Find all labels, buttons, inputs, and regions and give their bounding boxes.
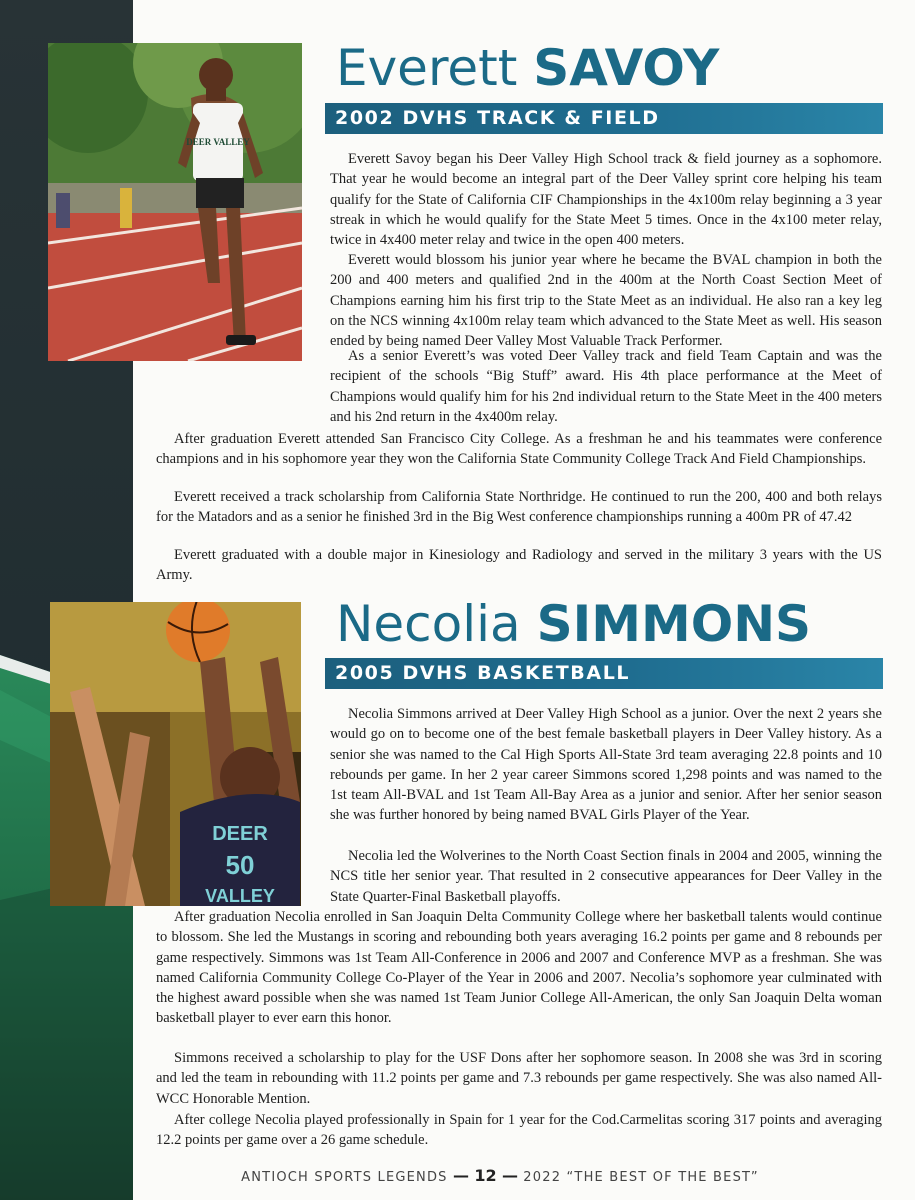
bio-paragraph: Everett graduated with a double major in Kinesiology and Radiology and served in the military 3 years with the US Army. (156, 547, 882, 584)
basketball-player-photo (50, 602, 301, 906)
bio-paragraph: After graduation Necolia enrolled in San Joaquin Delta Community College where her basketball talents would continue to blossom. She led the Mustangs in scoring and rebounding both years averaging 16.2 points per game and 8 rebounds per game respectively. Simmons was 1st Team All-Conference in 2006 and 2007 and Conference MVP as a freshman. She was named California Community College Co-Player of the Year in 2006 and 2007. Necolia’s sophomore year culminated with the highest award possible when she was named 1st Team Junior College All-American, the only San Joaquin Delta woman basketball player to ever earn this honor. (156, 909, 882, 1027)
bio-paragraph: Everett Savoy began his Deer Valley High School track & field journey as a sophomore. That year he would become an integral part of the Deer Valley sprint core helping his team qualify for the State of California CIF Championships in the 4x100m relay beginning a 3 year streak in which he would qualify for the State Meet 5 times. Once in the 4x100 meter relay, twice in 4x400 meter relay and twice in the open 400 meters. (330, 151, 882, 249)
track-athlete-photo (48, 43, 302, 361)
bio-paragraph: Everett received a track scholarship from California State Northridge. He continued to run the 200, 400 and both relays for the Matadors and as a senior he finished 3rd in the Big West conference championships running a 400m PR of 47.42 (156, 489, 882, 526)
bio-paragraph: Necolia led the Wolverines to the North Coast Section finals in 2004 and 2005, winning the NCS title her senior year. That resulted in 2 consecutive appearances for Deer Valley in the State Quarter-Final Basketball playoffs. (330, 848, 882, 905)
jersey-text: DEER VALLEY (186, 137, 250, 147)
footer-dash: — (452, 1166, 469, 1185)
first-name: Necolia (336, 595, 521, 653)
first-name: Everett (336, 39, 518, 97)
jersey-text: VALLEY (205, 886, 275, 906)
publication-title: ANTIOCH SPORTS LEGENDS (241, 1170, 448, 1185)
jersey-number: 50 (225, 850, 255, 880)
bio-paragraph: Simmons received a scholarship to play for the USF Dons after her sophomore season. In 2008 she was 3rd in scoring and led the team in rebounding with 11.2 points per game and 7.3 rebounds per game respectively. She was also named All-WCC Honorable Mention. (156, 1050, 882, 1107)
sport-banner-track: 2002 DVHS TRACK & FIELD (325, 103, 883, 134)
bio-paragraph: Necolia Simmons arrived at Deer Valley High School as a junior. Over the next 2 years she would go on to become one of the best female basketball players in Deer Valley history. As a senior she was named to the Cal High Sports All-State 3rd team averaging 22.8 points and 10 rebounds per game. In her 2 year career Simmons scored 1,298 points and was named to the 1st team All-BVAL and 1st Team All-Bay Area as a junior and senior. After her senior season she was further honored by being named BVAL Girls Player of the Year. (330, 706, 882, 824)
bio-paragraph: After graduation Everett attended San Francisco City College. As a freshman he and his teammates were conference champions and in his sophomore year they won the California State Community College Track And Field Championships. (156, 431, 882, 468)
last-name: SIMMONS (536, 595, 812, 653)
bio-paragraph: After college Necolia played professionally in Spain for 1 year for the Cod.Carmelitas scoring 317 points and averaging 12.2 points per game over a 26 game schedule. (156, 1112, 882, 1149)
edition-title: 2022 “THE BEST OF THE BEST” (523, 1170, 759, 1185)
sport-banner-basketball: 2005 DVHS BASKETBALL (325, 658, 883, 689)
profile-name-necolia-simmons (336, 596, 811, 652)
last-name: SAVOY (533, 39, 720, 97)
page-number: 12 (474, 1166, 497, 1185)
bio-paragraph: As a senior Everett’s was voted Deer Valley track and field Team Captain and was the recipient of the schools “Big Stuff” award. His 4th place performance at the Meet of Champions would qualify him for his 2nd individual return to the State Meet in the 400 meters and his 2nd return in the 4x400m relay. (330, 348, 882, 425)
page-footer (140, 1166, 860, 1185)
profile-name-everett-savoy (336, 40, 719, 96)
jersey-text: DEER (212, 823, 268, 845)
bio-paragraph: Everett would blossom his junior year where he became the BVAL champion in both the 200 and 400 meters and qualified 2nd in the 400m at the North Coast Section Meet of Champions earning him his first trip to the State Meet as an individual. He also ran a key leg on the NCS winning 4x100m relay team which advanced to the State Meet as well. His season ended by being named Deer Valley Most Valuable Track Performer. (330, 252, 882, 350)
footer-dash: — (501, 1166, 518, 1185)
